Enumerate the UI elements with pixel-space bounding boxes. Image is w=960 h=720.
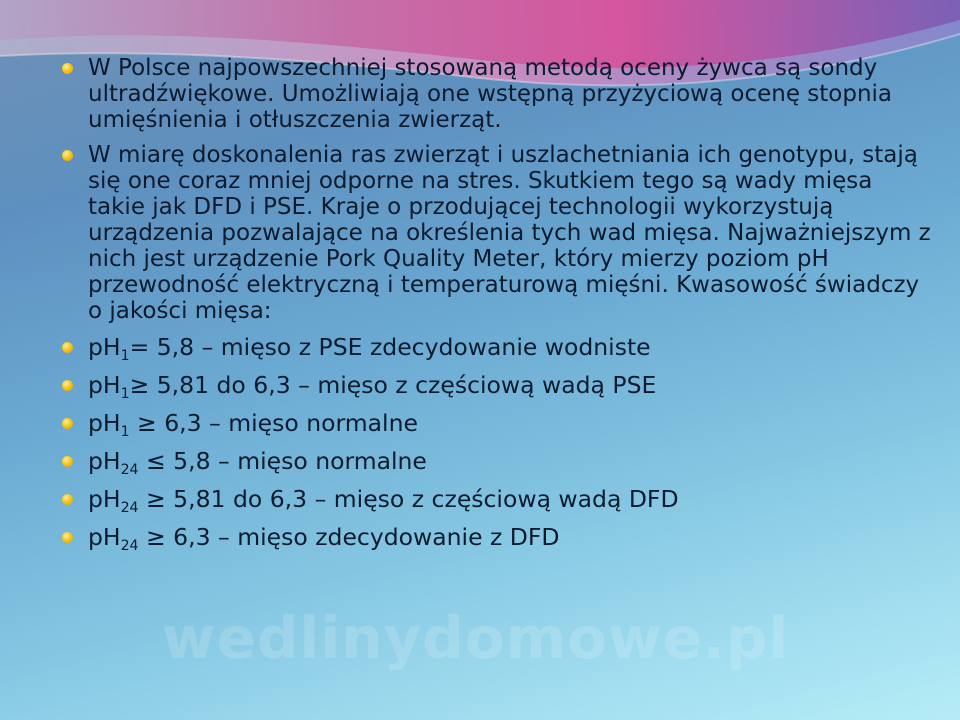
ph-label: pH (88, 447, 121, 475)
ph-subscript: 24 (120, 461, 139, 478)
paragraph-text: W Polsce najpowszechniej stosowaną metodą oceny żywca są sondy ultradźwiękowe. Umożliwiają one wstępną przyżyciową ocenę stopnia umięśnienia i otłuszczenia zwierząt. (88, 55, 893, 133)
list-item-ph (56, 333, 936, 365)
list-item-ph (56, 485, 936, 517)
ph-subscript: 1 (120, 423, 130, 440)
bullet-icon (62, 494, 73, 505)
ph-text: ≥ 5,81 do 6,3 – mięso z częściową wadą DFD (138, 485, 679, 513)
list-item-ph (56, 371, 936, 403)
ph-label: pH (88, 409, 121, 437)
bullet-icon (62, 63, 73, 74)
list-item-ph (56, 409, 936, 441)
ph-text: ≥ 6,3 – mięso normalne (129, 409, 418, 437)
ph-text: ≥ 6,3 – mięso zdecydowanie z DFD (138, 523, 560, 551)
paragraph-text: W miarę doskonalenia ras zwierząt i uszlachetniania ich genotypu, stają się one coraz mniej odporne na stres. Skutkiem tego są wady mięsa takie jak DFD i PSE. Kraje o przodującej technologii wykorzystują urządzenia pozwalające na określenia tych wad mięsa. Najważniejszym z nich jest urządzenie Pork Quality Meter, który mierzy poziom pH przewodność elektryczną i temperaturową mięśni. Kwasowość świadczy o jakości mięsa: (88, 142, 931, 324)
ph-label: pH (88, 485, 121, 513)
ph-subscript: 1 (120, 385, 130, 402)
watermark: wedlinydomowe.pl (162, 604, 790, 672)
ph-label: pH (88, 523, 121, 551)
bullet-icon (62, 342, 73, 353)
bullet-icon (62, 418, 73, 429)
ph-text: = 5,8 – mięso z PSE zdecydowanie wodniste (129, 333, 651, 361)
bullet-icon (62, 532, 73, 543)
ph-subscript: 24 (120, 537, 139, 554)
ph-subscript: 1 (120, 347, 130, 364)
ph-text: ≤ 5,8 – mięso normalne (138, 447, 427, 475)
list-item-ph (56, 523, 936, 555)
bullet-icon (62, 380, 73, 391)
bullet-icon (62, 150, 73, 161)
list-item-quality (56, 142, 936, 324)
ph-label: pH (88, 333, 121, 361)
list-item-intro (56, 55, 936, 133)
ph-label: pH (88, 371, 121, 399)
bullet-icon (62, 456, 73, 467)
ph-subscript: 24 (120, 499, 139, 516)
bullet-list (56, 55, 936, 561)
ph-text: ≥ 5,81 do 6,3 – mięso z częściową wadą PSE (129, 371, 657, 399)
list-item-ph (56, 447, 936, 479)
